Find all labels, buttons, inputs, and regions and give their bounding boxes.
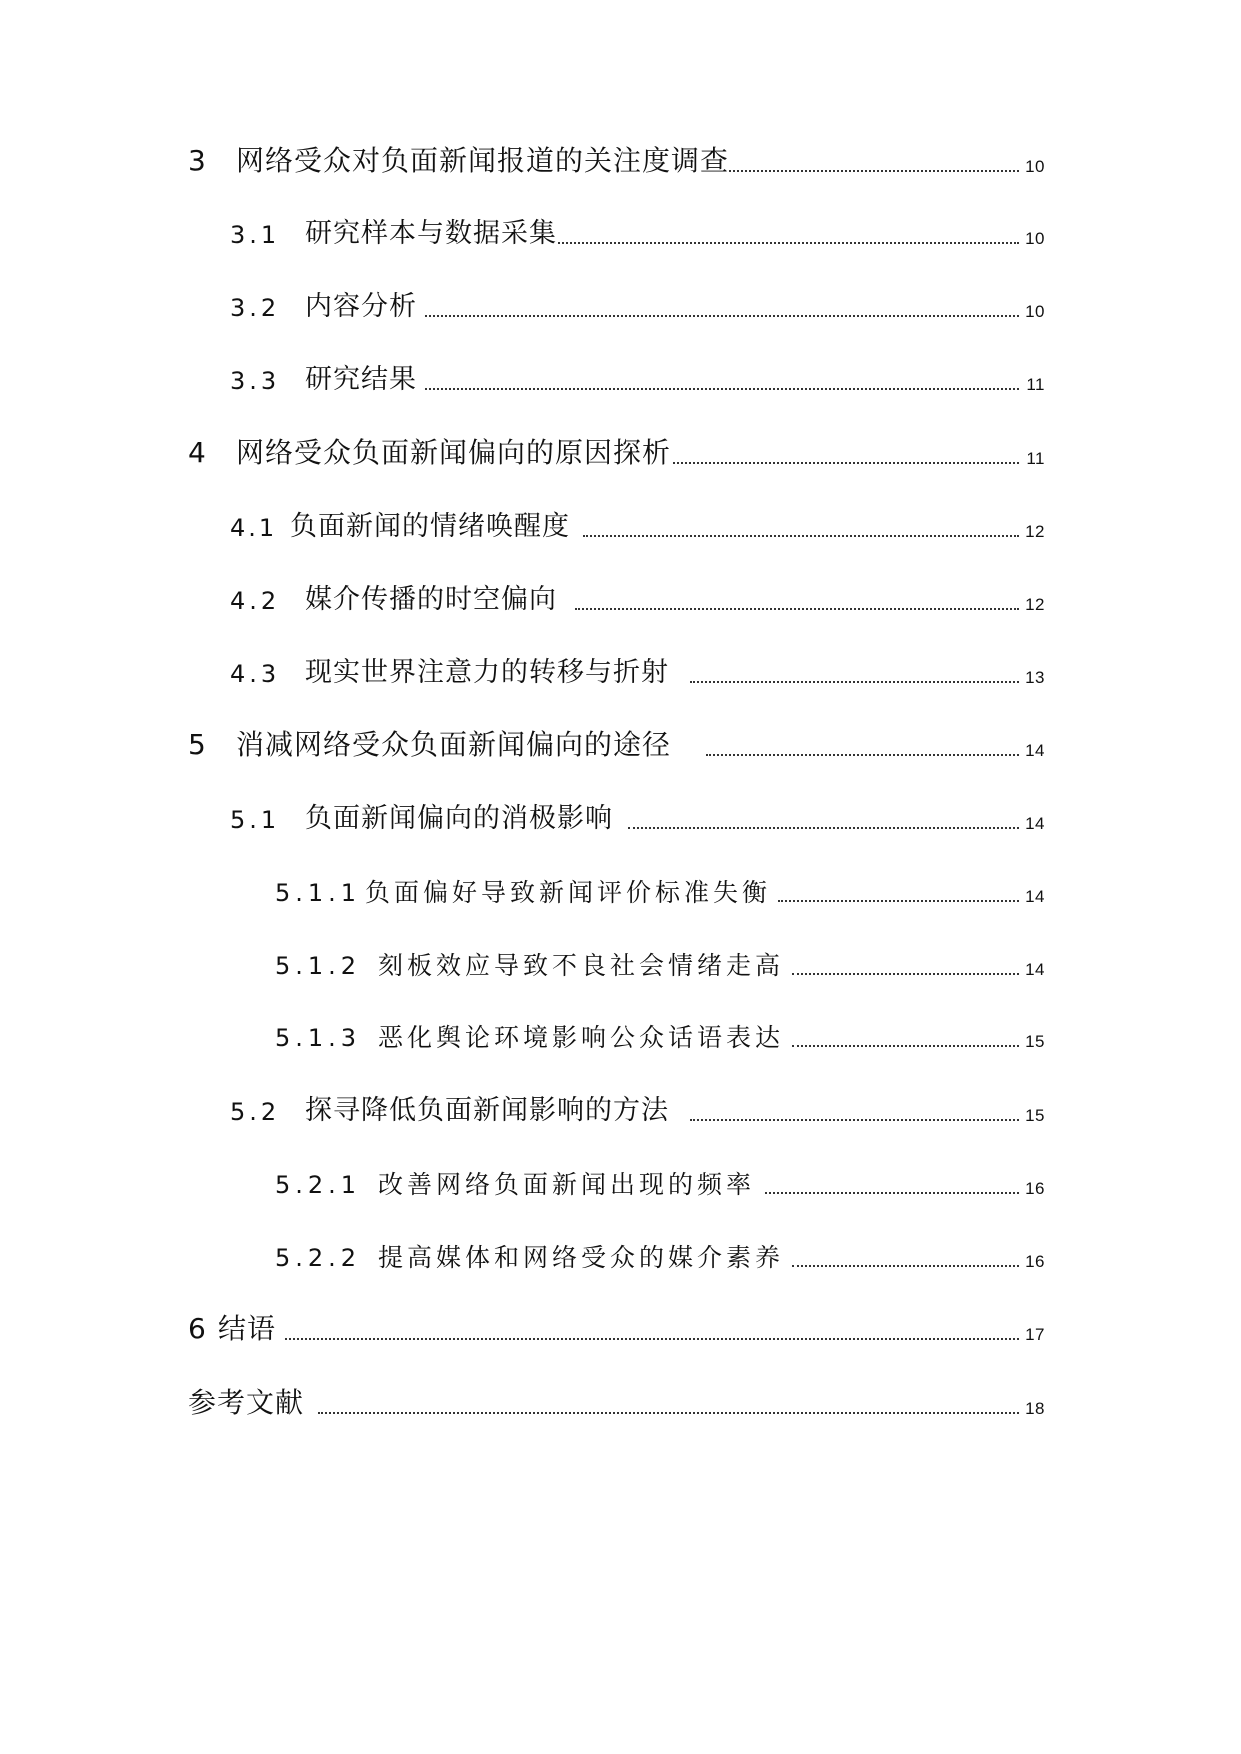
toc-entry-title: 媒介传播的时空偏向 [305,584,557,615]
toc-entry-page: 17 [1025,1325,1045,1344]
toc-entry-title: 参考文献 [188,1386,305,1419]
toc-entry[interactable] [0,798,1241,838]
toc-entry-number: 4.3 [230,660,281,688]
toc-entry-title: 改善网络负面新闻出现的频率 [378,1170,756,1199]
toc-entry-number: 3.3 [230,367,281,395]
toc-entry-number: 5.1 [230,806,281,834]
toc-entry-page: 11 [1026,375,1045,394]
toc-entry-number: 5.2.2 [275,1244,362,1272]
toc-entry-number: 4.2 [230,587,281,615]
toc-entry[interactable] [0,579,1241,619]
toc-entry-title: 负面新闻的情绪唤醒度 [290,511,570,542]
toc-entry-title: 网络受众对负面新闻报道的关注度调查 [236,144,730,177]
toc-leader-dots [706,752,1019,756]
toc-entry-title: 负面偏好导致新闻评价标准失衡 [365,878,772,907]
toc-leader-dots [318,1410,1019,1414]
toc-entry-title: 负面新闻偏向的消极影响 [305,803,613,834]
toc-leader-dots [778,898,1019,902]
toc-entry[interactable] [0,1236,1241,1276]
toc-entry-page: 10 [1025,229,1045,248]
toc-entry-title: 研究样本与数据采集 [305,218,557,249]
toc-entry-number: 5.1.3 [275,1024,362,1052]
toc-entry-page: 13 [1025,668,1045,687]
toc-entry-page: 10 [1025,157,1045,176]
toc-entry[interactable] [0,213,1241,253]
toc-entry-title: 恶化舆论环境影响公众话语表达 [378,1023,785,1052]
toc-entry-title: 现实世界注意力的转移与折射 [305,657,669,688]
toc-entry-page: 14 [1025,741,1045,760]
toc-entry-number: 6 [188,1312,206,1345]
toc-entry-page: 14 [1025,887,1045,906]
toc-entry-number: 4 [188,436,206,469]
toc-entry-title: 刻板效应导致不良社会情绪走高 [378,951,785,980]
toc-entry[interactable] [0,944,1241,984]
toc-leader-dots [690,679,1019,683]
toc-entry-number: 5.1.2 [275,952,362,980]
toc-entry-title: 提高媒体和网络受众的媒介素养 [378,1243,785,1272]
toc-entry[interactable] [0,1309,1241,1349]
toc-entry[interactable] [0,506,1241,546]
toc-entry-page: 15 [1025,1106,1045,1125]
toc-leader-dots [637,460,1019,464]
toc-entry-number: 3.2 [230,294,281,322]
toc-entry-page: 16 [1025,1179,1045,1198]
toc-entry[interactable] [0,433,1241,473]
toc-entry-number: 5.2 [230,1098,281,1126]
toc-entry[interactable] [0,286,1241,326]
toc-entry[interactable] [0,1383,1241,1423]
toc-entry-page: 14 [1025,814,1045,833]
toc-leader-dots [425,386,1019,390]
toc-leader-dots [515,240,1019,244]
toc-leader-dots [575,606,1019,610]
toc-leader-dots [628,825,1019,829]
toc-entry-number: 3 [188,144,206,177]
toc-entry-page: 18 [1025,1399,1045,1418]
toc-leader-dots [285,1336,1019,1340]
toc-leader-dots [583,533,1019,537]
toc-entry-number: 5 [188,728,206,761]
toc-entry[interactable] [0,141,1241,181]
toc-entry-title: 结语 [218,1312,277,1345]
toc-entry[interactable] [0,652,1241,692]
toc-leader-dots [792,1263,1019,1267]
toc-entry[interactable] [0,359,1241,399]
toc-entry-title: 内容分析 [305,291,417,322]
toc-entry-number: 3.1 [230,221,281,249]
toc-leader-dots [792,1043,1019,1047]
toc-entry[interactable] [0,1090,1241,1130]
toc-leader-dots [765,1190,1019,1194]
toc-entry-page: 14 [1025,960,1045,979]
toc-entry-number: 4.1 [230,514,278,542]
toc-entry-number: 5.2.1 [275,1171,362,1199]
toc-entry-title: 消减网络受众负面新闻偏向的途径 [236,728,672,761]
toc-leader-dots [792,971,1019,975]
toc-entry-page: 12 [1025,522,1045,541]
toc-entry[interactable] [0,1163,1241,1203]
toc-entry-page: 10 [1025,302,1045,321]
toc-leader-dots [425,313,1019,317]
toc-entry[interactable] [0,1016,1241,1056]
toc-entry[interactable] [0,725,1241,765]
toc-entry-title: 研究结果 [305,364,417,395]
toc-entry[interactable] [0,871,1241,911]
toc-entry-title: 探寻降低负面新闻影响的方法 [305,1095,669,1126]
toc-entry-page: 12 [1025,595,1045,614]
toc-leader-dots [692,168,1019,172]
toc-entry-page: 15 [1025,1032,1045,1051]
toc-entry-title: 网络受众负面新闻偏向的原因探析 [236,436,672,469]
toc-entry-page: 11 [1026,449,1045,468]
toc-entry-page: 16 [1025,1252,1045,1271]
toc-leader-dots [690,1117,1019,1121]
toc-entry-number: 5.1.1 [275,879,362,907]
